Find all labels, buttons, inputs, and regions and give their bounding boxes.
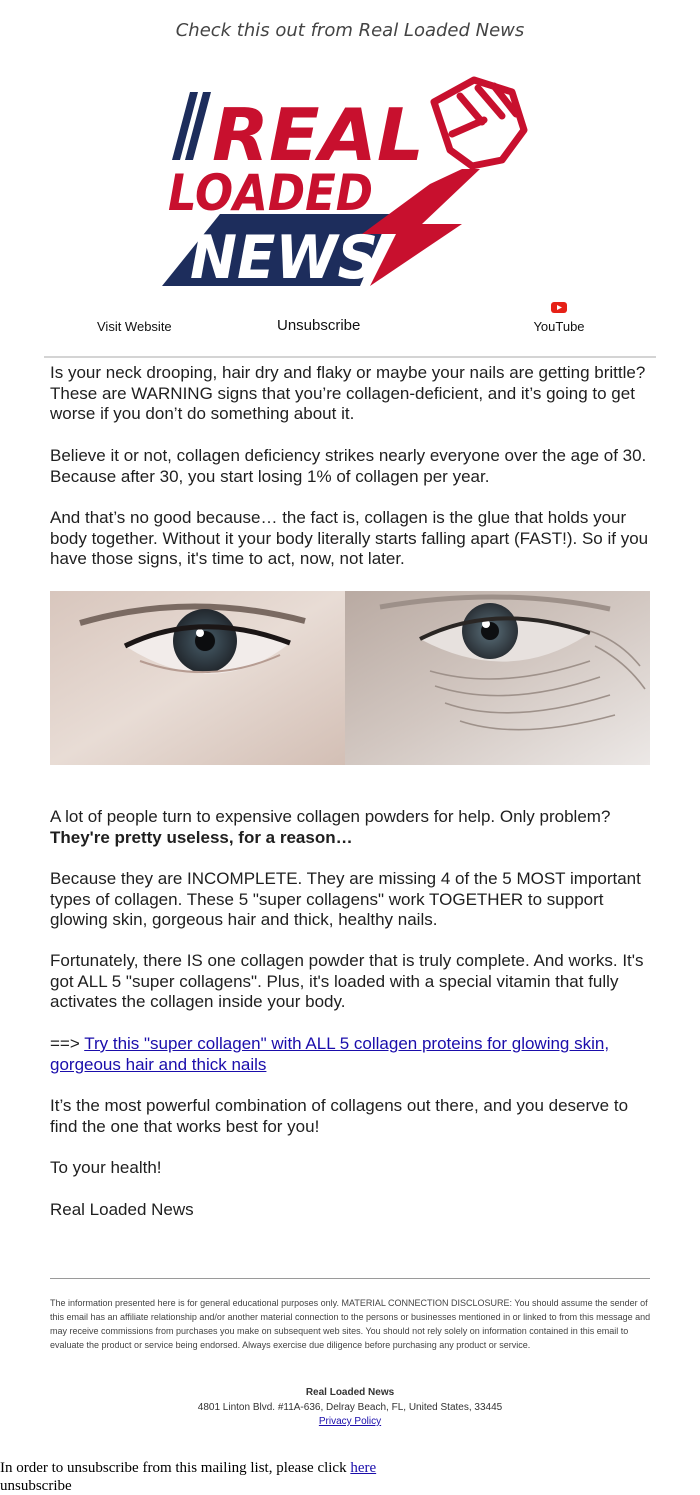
unsubscribe-here-link[interactable]: here	[350, 1460, 377, 1476]
header-nav	[0, 300, 700, 345]
email-tagline: Check this out from Real Loaded News	[175, 20, 525, 41]
body-paragraph-2: Believe it or not, collagen deficiency strikes nearly everyone over the age of 30. Because after 30, you start losing 1% of collagen per year.	[50, 446, 647, 486]
footer	[0, 1386, 700, 1430]
footer-company: Real Loaded News	[305, 1387, 395, 1398]
body-paragraph-6: Fortunately, there IS one collagen powder that is truly complete. And works. It's got ALL 5 "super collagens". Plus, it's loaded with a special vitamin that fully activates the collagen inside your body.	[50, 951, 644, 1011]
unsubscribe-notice-text: In order to unsubscribe from this mailing list, please click	[0, 1460, 351, 1476]
logo-text-loaded: LOADED	[168, 164, 373, 222]
unsubscribe-link[interactable]: Unsubscribe	[277, 317, 361, 334]
disclaimer-text: The information presented here is for general educational purposes only. MATERIAL CONNECTION DISCLOSURE: You should assume the sender of this email has an affiliate relationship and/or another material connection to the persons or businesses mentioned in or linked to from this message and may receive commissions from purchases you make on subsequent web sites. You should not rely solely on information contained in this email to evaluate the product or service being endorsed. Always exercise due diligence before purchasing any product or service.	[50, 1298, 651, 1350]
cta-prefix: ==>	[50, 1034, 85, 1053]
unsubscribe-notice	[0, 1459, 376, 1495]
cta-product-link[interactable]: Try this "super collagen" with ALL 5 collagen proteins for glowing skin, gorgeous hair and thick nails	[50, 1034, 610, 1074]
cta-paragraph	[50, 1034, 655, 1075]
body-paragraph-3: And that’s no good because… the fact is, collagen is the glue that holds your body together. Without it your body literally starts falling apart (FAST!). So if you have those signs, it's time to act, now, not later.	[50, 508, 649, 568]
divider-top	[44, 356, 656, 358]
sign-off: To your health!	[50, 1158, 162, 1177]
privacy-policy-link[interactable]: Privacy Policy	[318, 1416, 382, 1427]
youtube-label: YouTube	[533, 319, 585, 334]
hero-image-eyes[interactable]	[50, 591, 650, 765]
body-paragraph-4: A lot of people turn to expensive collagen powders for help. Only problem? They're pretty useless, for a reason…	[50, 807, 611, 847]
footer-address: 4801 Linton Blvd. #11A-636, Delray Beach, FL, United States, 33445	[197, 1401, 503, 1413]
body-paragraph-1: Is your neck drooping, hair dry and flaky or maybe your nails are getting brittle? These are WARNING signs that you’re collagen-deficient, and it’s going to get worse if you don’t do something about it.	[50, 363, 646, 423]
visit-website-link[interactable]: Visit Website	[97, 319, 172, 334]
body-paragraph-5: Because they are INCOMPLETE. They are missing 4 of the 5 MOST important types of collagen. These 5 "super collagens" work TOGETHER to support glowing skin, gorgeous hair and thick, healthy nails.	[50, 869, 641, 929]
body-paragraph-7: It’s the most powerful combination of collagens out there, and you deserve to find the one that works best for you!	[50, 1096, 629, 1136]
youtube-link[interactable]	[531, 300, 587, 336]
unsubscribe-line: unsubscribe	[0, 1478, 72, 1494]
divider-bottom	[50, 1278, 650, 1279]
real-loaded-news-logo[interactable]	[162, 74, 532, 289]
youtube-icon	[551, 302, 567, 313]
logo-text-news: NEWS	[190, 223, 378, 289]
signature: Real Loaded News	[50, 1200, 194, 1219]
logo-text-real: REAL	[212, 93, 424, 177]
bold-statement: They're pretty useless, for a reason…	[50, 827, 353, 847]
